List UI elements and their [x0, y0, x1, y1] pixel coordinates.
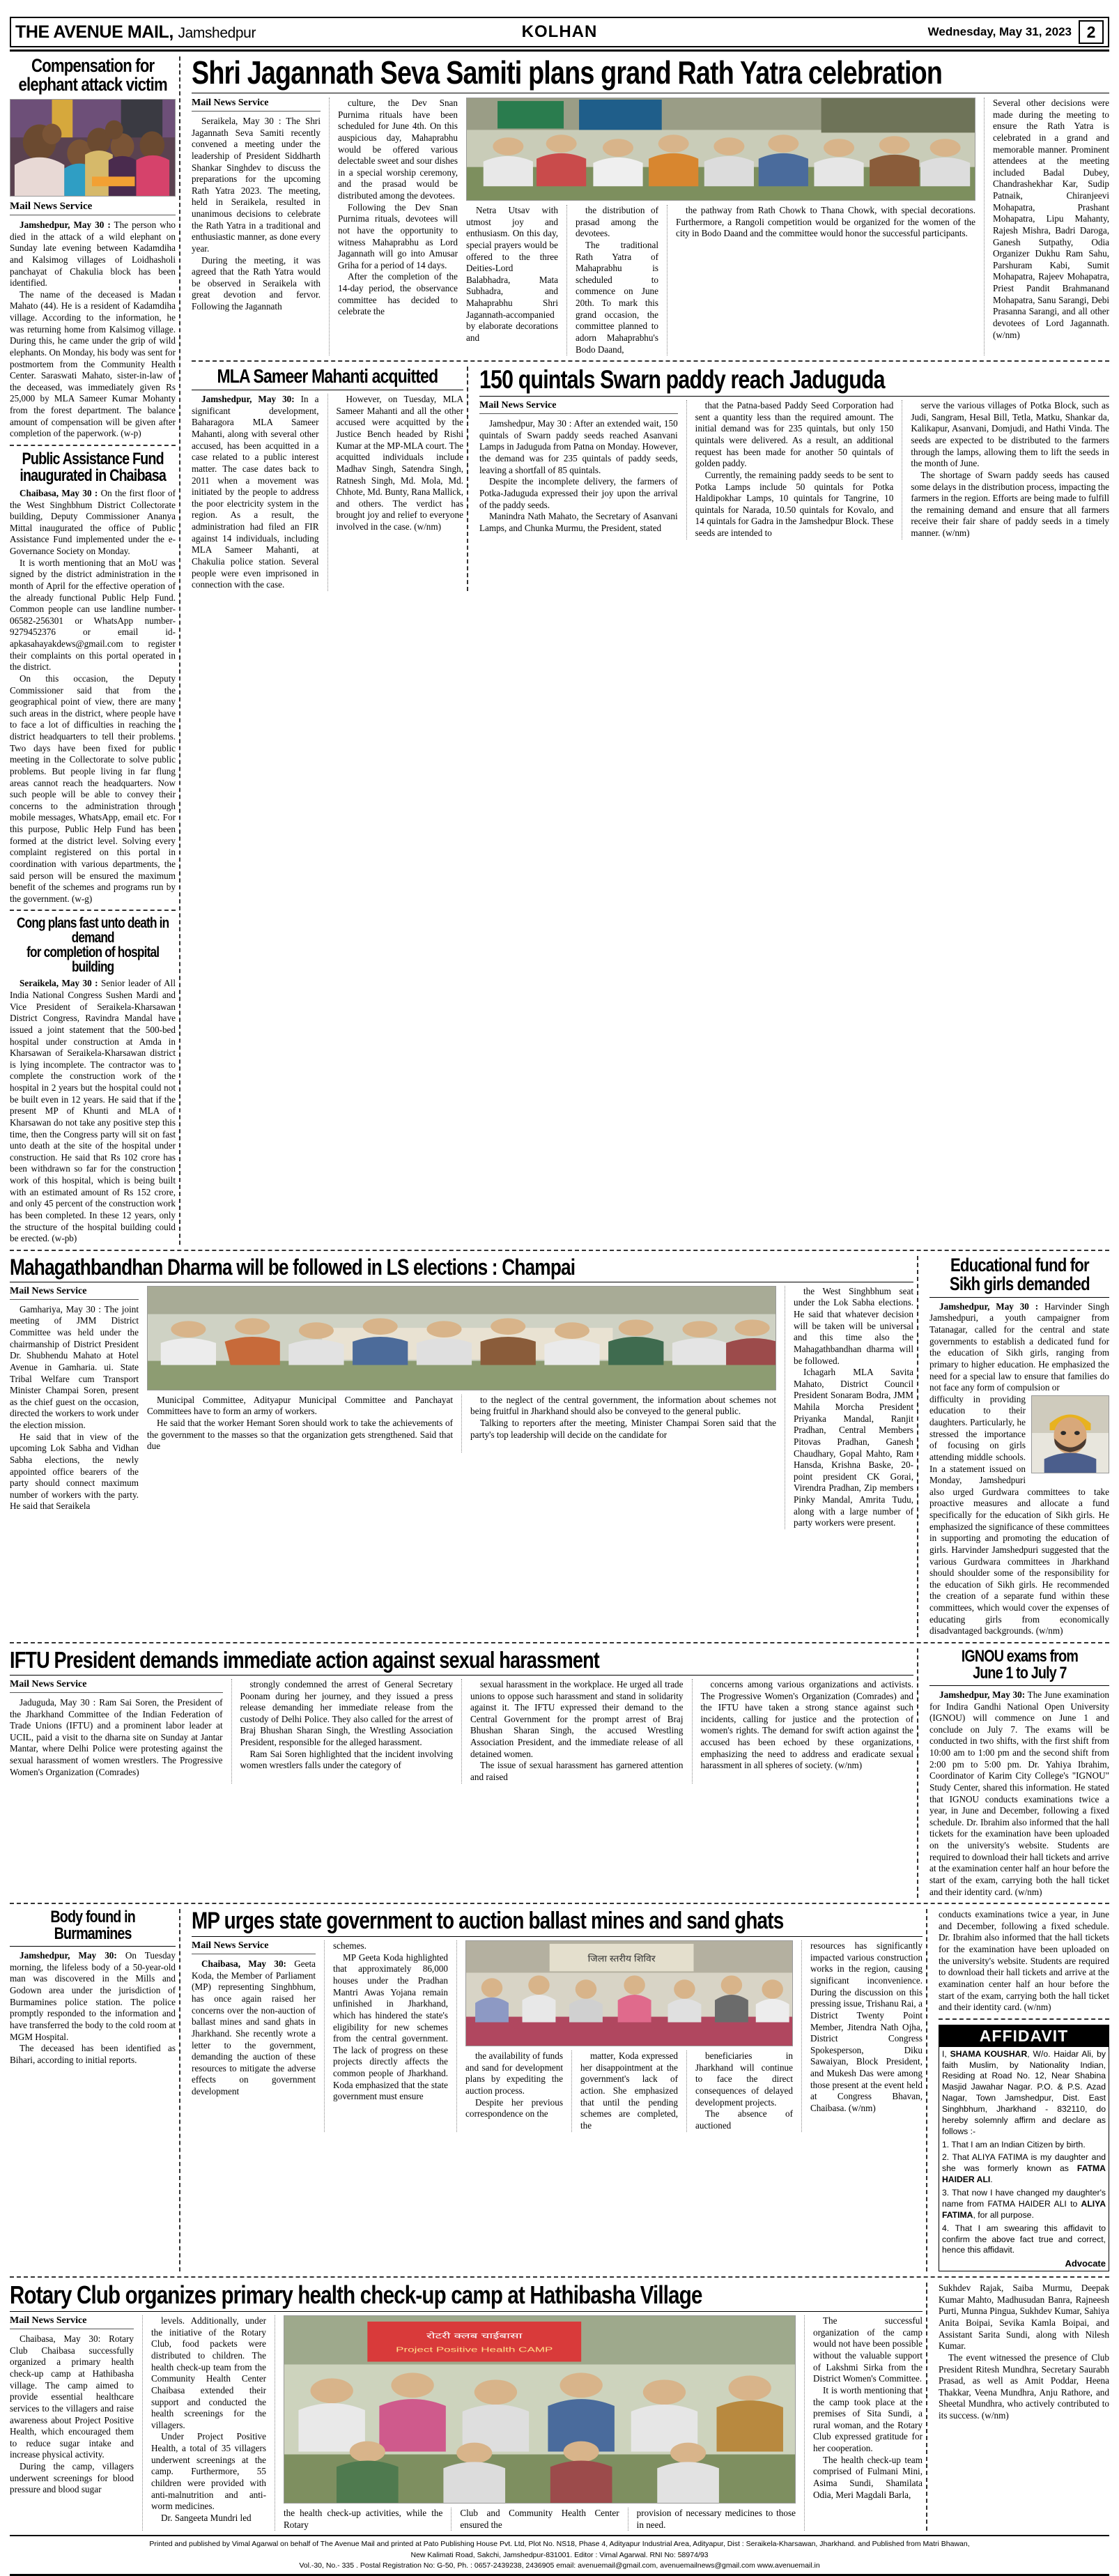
ballast-col-6 — [801, 1940, 923, 2131]
divider — [10, 445, 176, 446]
affidavit-point-4: 4. That I am swearing this affidavit to confirm the above fact true and correct, hence this affidavit. — [942, 2223, 1106, 2255]
rotary-photo-block — [275, 2315, 796, 2531]
rotary-col-4 — [451, 2508, 619, 2531]
rotary-byline: Mail News Service — [10, 2315, 134, 2329]
ignou-continued: conducts examinations twice a year, in June and December, following a fixed schedule. Dr. Ibrahim also informed that the hall tickets for the examination have been uploaded on the university's website. Students are required to download their hall tickets and arrive at the examination center half an hour before the start of the exam, carrying both the hall ticket and their identity card. (w/nm) — [939, 1909, 1109, 2013]
paddy-para-1b: Despite the incomplete delivery, the farmers of Potka-Jaduguda expressed their joy upon the arrival of the paddy seeds. — [479, 476, 678, 510]
iftu-body — [10, 1679, 913, 1784]
divider — [10, 1642, 1109, 1643]
iftu-article — [10, 1648, 913, 1898]
paddy-para-3: serve the various villages of Potka Block, such as Judi, Sangram, Hesal Bill, Tetla, Matku, Shankar da, Kalikapur, Asanvani, Domjudi, and Hathi Vinda. The seeds are expected to be distributed to the farmers through the lamps, allowing them to lift the seeds in the month of June. — [911, 400, 1110, 469]
rath-col-3 — [466, 205, 558, 355]
iftu-headline: IFTU President demands immediate action against sexual harassment — [10, 1646, 599, 1673]
maha-byline: Mail News Service — [10, 1286, 139, 1300]
rath-col-1 — [192, 98, 321, 355]
rath-body — [192, 98, 1109, 355]
affidavit-box — [939, 2025, 1109, 2271]
ignou-para-1: Jamshedpur, May 30: The June examination for Indira Gandhi National Open University (IGNOU) will commence on June 1 and conclude on July 7. The exams will be conducted in two shifts, with the first shift from 10:00 am to 1:00 pm and the second shift from 2:00 pm to 5:00 pm. Dr. Yahiya Ibrahim, Coordinator of Karim City College's "IGNOU" Study Center, shared this information. He stated that IGNOU conducts examinations twice a year, in June and December, following a fixed schedule. Dr. Ibrahim also informed that the hall tickets for the examination have been uploaded on the university's website. Students are required to download their hall tickets and arrive at the examination center half an hour before the start of the exam, carrying both the hall ticket and their identity card. (w/nm) — [929, 1689, 1110, 1897]
divider — [10, 910, 176, 911]
rotary-para-6b: It is worth mentioning that the camp took place at the premises of Sita Sundi, a rural woman, and the Rotary Club expressed gratitude for her cooperation. — [813, 2384, 923, 2454]
affidavit-point-1: 1. That I am an Indian Citizen by birth. — [942, 2139, 1086, 2149]
rath-para-1b: During the meeting, it was agreed that the Rath Yatra would be observed in Seraikela with great devotion and fervor. Following the Jagannath — [192, 254, 321, 312]
rotary-para-2b: Under Project Positive Health, a total of 35 villagers underwent screenings at the camp. Furthermore, 55 children were provided with anti-malnutrition and anti-worm medicines. — [151, 2431, 266, 2512]
public-fund-para-2: It is worth mentioning that an MoU was signed by the district administration in the month of April for the effective operation of the already functional Public Help Fund. Common people can use landline number- 06582-256301 or WhatsApp number- 9279452376 or email id-apkasahayakdews@gmail.com to register their complaints on this portal operated in the district. — [10, 557, 176, 673]
newspaper-page — [0, 17, 1119, 2570]
sikh-headline: Educational fund for Sikh girls demanded — [949, 1254, 1090, 1294]
rotary-para-7: Sukhdev Rajak, Saiba Murmu, Deepak Kumar Mahto, Madhusudan Banra, Rajneesh Purti, Munna Pingua, Sukhdev Kumar, Sahiya Anita Boipai, Sevika Kamla Boipai, and Assistant Sarita Sundi, along with Nilesh Kumar. — [939, 2283, 1109, 2352]
ballast-para-5: beneficiaries in Jharkhand will continue to face the direct consequences of delayed development projects. — [695, 2050, 793, 2108]
rath-byline: Mail News Service — [192, 98, 321, 112]
paddy-para-1c: Manindra Nath Mahato, the Secretary of Asanvani Lamps, and Chunka Murmu, the President, stated — [479, 511, 678, 533]
paddy-article — [479, 367, 1109, 591]
elephant-para-1-text: The person who died in the attack of a wild elephant on Sunday late evening between Kadamdiha and Kalsimog villages of Loidhasholi panchayat of Chakulia block has been identified. — [10, 220, 176, 289]
cong-headline: Cong plans fast unto death in demand for completion of hospital building — [16, 915, 169, 976]
rotary-para-2c: Dr. Sangeeta Mundri led — [161, 2512, 252, 2523]
maha-photo-block — [147, 1286, 776, 1529]
elephant-para-2: The name of the deceased is Madan Mahato (44). He is a resident of Kadamdiha village. According to the information, he was returning home from Kalsimog village. During this, he came under the grip of wild elephants. On Monday, his body was sent for postmortem from the Community Health Center. Saraswati Mahato, sister-in-law of the deceased, was immediately given Rs 25,000 by MLA Sameer Kumar Mohanty from the forest department. The balance amount of compensation will be given after completion of the paperwork. (w-p) — [10, 289, 176, 439]
rath-col-2 — [329, 98, 458, 355]
harvinder-singh-portrait — [1031, 1395, 1109, 1473]
mahagathbandhan-headline: Mahagathbandhan Dharma will be followed in LS elections : Champai — [10, 1254, 576, 1280]
footer-line-2: New Kalimati Road, Sakchi, Jamshedpur-831001. Editor : Vimal Agarwal. RNI No: 58974/93 — [410, 2550, 709, 2559]
paddy-para-3b: The shortage of Swarn paddy seeds has caused some delays in the distribution process, impacting the farmers in the region. Efforts are being made to fulfill the remaining demand and ensure that all farmers receive their fair share of paddy seeds in a timely manner. (w/nm) — [911, 469, 1110, 538]
jmm-meeting-photo — [147, 1286, 776, 1390]
rotary-lower-columns — [284, 2508, 796, 2531]
maha-lower-columns — [147, 1395, 776, 1452]
rath-para-6: Several other decisions were made during the meeting to ensure the Rath Yatra is celebrated in a grand and memorable manner. Prominent attendees at the meeting included Badal Dubey, Chandrashekhar Kar, Sudip Patnaik, Chiranjeevi Mohapatra, Prashant Mohapatra, Lipu Mahanty, Rajesh Mishra, Badri Daroga, Ganesh Sutpathy, Odia Organizer Dukhu Ram Sahu, Parshuram Kabi, Sumit Mohapatra, Rajeev Mohapatra, Priest Pandit Brahmanand Mohapatra, Sanu Sarangi, Debi Prasanna Sarangi, and all other devotees of Lord Jagannath. (w/nm) — [993, 98, 1109, 340]
divider — [10, 1903, 1109, 1904]
masthead-date: Wednesday, May 31, 2023 — [927, 25, 1072, 38]
maha-col-1 — [10, 1286, 139, 1529]
iftu-col-1 — [10, 1679, 223, 1784]
iftu-para-3: sexual harassment in the workplace. He urged all trade unions to oppose such harassment and stand in solidarity against it. The IFTU expressed their demand to the Central Government for the prompt arrest of Braj Bhushan Sharan Singh, the accused Wrestling Association President, and the immediate release of all detained women. — [470, 1678, 684, 1759]
top-section — [10, 56, 1109, 1245]
rotary-para-3: the health check-up activities, while the Rotary — [284, 2508, 443, 2530]
rath-photo-and-text — [466, 98, 975, 355]
burmamines-para-1: Jamshedpur, May 30: On Tuesday morning, the lifeless body of a 50-year-old man was discovered in the Mills and Godown area under the jurisdiction of Burmamines police station. The police promptly responded to the information and have transferred the body to the cold room at MGM Hospital. — [10, 1950, 176, 2042]
elephant-para-1: Jamshedpur, May 30 : The person who died in the attack of a wild elephant on Sunday late evening between Kadamdiha and Kalsimog villages of Loidhasholi panchayat of Chakulia block has been identified. — [10, 220, 176, 289]
maha-col-3 — [461, 1395, 776, 1452]
iftu-para-2b: Ram Sai Soren highlighted that the incident involving women wrestlers falls under the category of — [240, 1748, 453, 1771]
burmamines-headline: Body found in Burmamines — [50, 1908, 135, 1944]
rath-para-1: Seraikela, May 30 : The Shri Jagannath Seva Samiti recently convened a meeting under the leadership of President Siddharth Shankar Singhdev to discuss the preparations for the upcoming Rath Yatra 2023. The meeting, held in Seraikela, resulted in unanimous decisions to celebrate the Rath Yatra in a traditional and enthusiastic manner, as done every year. — [192, 116, 321, 254]
rath-para-2b: Following the Dev Snan Purnima rituals, devotees will not have the opportunity to witness Mahaprabhu as Lord Jagannath will go into Amusar Griha for a period of 14 days. — [338, 201, 458, 270]
ballast-col-3 — [465, 2050, 563, 2131]
paddy-col-2 — [686, 400, 894, 539]
column-divider — [926, 1909, 935, 2271]
column-divider — [926, 2283, 935, 2531]
elephant-compensation-photo — [10, 99, 176, 197]
affidavit-advocate-label: Advocate — [1065, 2258, 1106, 2269]
rotary-col-5 — [628, 2508, 796, 2531]
rath-col-5 — [667, 205, 975, 355]
maha-para-3: to the neglect of the central government, the information about schemes not being fruitful in Jharkhand should also be conveyed to the general public. — [470, 1394, 776, 1417]
iftu-col-2 — [231, 1679, 454, 1784]
rath-para-4: the distribution of prasad among the devotees. — [576, 205, 658, 239]
affidavit-intro: I, SHAMA KOUSHAR, W/o. Haidar Ali, by faith Muslim, by Nationality Indian, Residing at Road No. 12, Near Shabina Masjid Jawahar Nagar. P.O. & P.S. Azad Nagar, Town Jamshedpur, Dist. East Singhbhum, Jharkhand - 832110, do hereby solemnly affirm and declare as follows :- — [942, 2048, 1106, 2136]
rotary-col-1 — [10, 2315, 134, 2531]
rotary-para-4: Club and Community Health Center ensured the — [460, 2508, 619, 2530]
maha-para-3b: Talking to reporters after the meeting, Minister Champai Soren said that the party's top leadership will decide on the candidate for — [470, 1418, 776, 1440]
ballast-para-4: matter, Koda expressed her disappointment at the government's lack of action. She emphasized that until the pending schemes are completed, the — [580, 2050, 678, 2131]
rotary-body — [10, 2315, 923, 2531]
ballast-lower-columns — [465, 2050, 793, 2131]
rath-col-6 — [984, 98, 1109, 355]
affidavit-deponent-name: SHAMA KOUSHAR — [950, 2048, 1028, 2059]
divider — [192, 1936, 923, 1937]
iftu-byline: Mail News Service — [10, 1679, 223, 1693]
masthead — [10, 17, 1109, 47]
public-fund-para-1: Chaibasa, May 30 : On the first floor of the West Singhbhum District Collectorate building, Deputy Commissioner Ananya Mittal inaugurated the office of Public Assistance Fund implemented under the e-Governance Society on Monday. — [10, 487, 176, 556]
rath-para-3: Netra Utsav with utmost joy and enthusiasm. On this day, special prayers would be offered to the three Deities-Lord Balabhadra, Mata Subhadra, and Mahaprabhu Shri Jagannath-accompanied by elaborate decorations and — [466, 205, 558, 343]
maha-para-1: Gamhariya, May 30 : The joint meeting of JMM District Committee was held under the chairmanship of District President Dr. Shubhendu Mahato at Hotel Avenue in Gamharia. ui. State Tribal Welfare cum Transport Minister Champai Soren, present as the chief guest on the occasion, directed the workers to work under the election mission. — [10, 1303, 139, 1430]
mla-article — [192, 367, 463, 591]
rath-headline: Shri Jagannath Seva Samiti plans grand Rath Yatra celebration — [192, 54, 943, 91]
ballast-para-6: resources has significantly impacted various construction works in the region, causing significant inconvenience. During the discussion on this pressing issue, Trishanu Rai, a District Twenty Point Member, Jitendra Nath Ojha, District Congress Spokesperson, Diku Sawaiyan, Block President, and Mukesh Das were among those present at the event held at Congress Bhavan, Chaibasa. (w/nm) — [810, 1940, 923, 2113]
burmamines-para-2: The deceased has been identified as Bihari, according to initial reports. — [10, 2043, 176, 2065]
rotary-para-6: The successful organization of the camp would not have been possible without the valuable support of Lakshmi Sirka from the District Women's Committee. — [813, 2315, 923, 2384]
column-divider — [917, 1648, 926, 1898]
iftu-col-4 — [692, 1679, 914, 1784]
paddy-byline: Mail News Service — [479, 400, 678, 414]
sikh-para-rest: difficulty in providing education to their daughters. Particularly, he stressed the importance of focusing on girls attending middle schools. In a statement issued on Monday, Jamshedpuri also urged Gurdwara committees to take proactive measures and allocate a fund specifically for the education of Sikh girls. He emphasized the significance of these committees in supporting and promoting the education of girls. Harvinder Jamshedpuri suggested that the various Gurdwara committees in Jharkhand should shoulder some of the responsibility for the education of Sikh girls. He recommended the creation of a separate fund within these committees, which would cover the expenses of educating girls from economically disadvantaged backgrounds. (w/nm) — [929, 1393, 1109, 1636]
column-divider — [179, 1909, 188, 2271]
rath-lower-columns — [466, 205, 975, 355]
mp-ballast-article — [192, 1909, 923, 2271]
public-fund-para-3: On this occasion, the Deputy Commissioner said that from the geographical point of view, there are many such areas in the district, where people have to face a lot of difficulties in reaching the district headquarters to tell their problems. Two days have been fixed for public meeting in the Collectorate to solve public problems. But people living in far flung areas cannot reach the headquarters. Now such people will be able to convey their concerns to the administration through mobile messages, WhatsApp, email etc. For this purpose, Public Help Fund has been formed at the district level. Solving every complaint registered on this portal in coordination with various departments, the said person will be ensured the maximum benefit of the schemes and programs run by the government. (w-g) — [10, 673, 176, 904]
column-divider — [179, 56, 188, 1245]
maha-col-2 — [147, 1395, 453, 1452]
paddy-para-2b: Currently, the remaining paddy seeds to be sent to Potka Lamps include 50 quintals for Potka Haldipokhar Lamps, 10 quintals for Tangrine, 10 quintals for Narada, 10.50 quintals for Kovalo, and 14 quintals for Gadra in the Jamshedpur Block. These seeds are intended to — [695, 469, 894, 538]
mahagathbandhan-body — [10, 1286, 913, 1529]
ballast-col-5 — [686, 2050, 793, 2131]
ignou-headline: IGNOU exams from June 1 to July 7 — [961, 1646, 1078, 1682]
paddy-col-3 — [902, 400, 1109, 539]
mla-paddy-row — [192, 367, 1109, 591]
body-burmamines-article — [10, 1909, 176, 2271]
ballast-para-5b: The absence of auctioned — [695, 2108, 793, 2131]
iftu-para-3b: The issue of sexual harassment has garnered attention and raised — [470, 1760, 684, 1782]
divider — [192, 360, 1109, 362]
ballast-col-4 — [571, 2050, 678, 2131]
masthead-paper-name: THE AVENUE MAIL, — [15, 22, 173, 42]
maha-para-4: the West Singhbhum seat under the Lok Sabha elections. He said that whatever decision will be taken will be universal and this time also the Mahagathbandhan dharma will be followed. — [794, 1285, 913, 1366]
svg-text:जिला स्तरीय शिविर: जिला स्तरीय शिविर — [587, 1954, 656, 1964]
rotary-col-6 — [804, 2315, 923, 2531]
iftu-para-2: strongly condemned the arrest of General Secretary Poonam during her journey, and they issued a press release demanding her immediate release from the custody of Delhi Police. They also called for the arrest of Braj Bhushan Sharan Singh, the Wrestling Association President, responsible for the alleged harassment. — [240, 1678, 453, 1747]
maha-para-2: Municipal Committee, Adityapur Municipal Committee and Panchayat Committees have to form an army of workers. — [147, 1394, 453, 1417]
mla-col-1 — [192, 394, 319, 591]
rotary-para-2: levels. Additionally, under the initiative of the Rotary Club, food packets were distributed to children. The health check-up team from the Community Health Center Chaibasa extended their support and conducted the health screenings for the villagers. — [151, 2315, 266, 2430]
rotary-para-1: Chaibasa, May 30: Rotary Club Chaibasa successfully organized a primary health check-up camp at Hathibasha village. The camp aimed to provide essential healthcare services to the villagers and raise awareness about Project Positive Health, which encouraged them to reduce sugar intake and increase physical activity. — [10, 2333, 134, 2460]
iftu-col-3 — [461, 1679, 684, 1784]
page-footer — [10, 2535, 1109, 2571]
sikh-article — [929, 1256, 1109, 1637]
affidavit-point-2: 2. That ALIYA FATIMA is my daughter and she was formerly known as FATMA HAIDER ALI. — [942, 2152, 1106, 2185]
rath-para-4b: The traditional Rath Yatra of Mahaprabhu is scheduled to commence on June 20th. To mark this grand occasion, the committee planned to adorn Mahaprabhu's Bodo Daand, — [576, 239, 658, 355]
mla-headline: MLA Sameer Mahanti acquitted — [217, 365, 438, 388]
maha-col-4 — [785, 1286, 913, 1529]
geeta-koda-event-photo — [465, 1940, 793, 2046]
rath-para-2: culture, the Dev Snan Purnima rituals have been scheduled for June 4th. On this auspicious day, Mahaprabhu would be offered various delectable sweet and sour dishes in a special worship ceremony, and the prasad would be distributed among the devotees. — [338, 98, 458, 201]
column-divider — [917, 1256, 926, 1637]
maha-para-2b: He said that the worker Hemant Soren should work to take the achievements of the government to the masses so that the organization gets strengthened. Said that due — [147, 1418, 453, 1452]
rotary-para-5: provision of necessary medicines to those in need. — [636, 2508, 796, 2530]
affidavit-point-3: 3. That now I have changed my daughter's name from FATMA HAIDER ALI to ALIYA FATIMA, for all purpose. — [942, 2188, 1106, 2220]
ballast-para-2b: MP Geeta Koda highlighted that approximately 86,000 houses under the Pradhan Mantri Awas Yojana remain unfinished in Jharkhand, which has hindered the state's eligibility for new schemes from the central government. The lack of progress on these projects directly affects the common people of Jharkhand. Koda emphasized that the state government must ensure — [333, 1952, 448, 2102]
ballast-para-3: the availability of funds and sand for development plans by expediting the auction process. — [465, 2050, 563, 2096]
ballast-para-1: Chaibasa, May 30: Geeta Koda, the Member of Parliament (MP) representing Singhbhum, has once again raised her concerns over the non-auction of ballast mines and sand ghats in Jharkhand. She recently wrote a letter to the government, demanding the auction of these resources to mitigate the adverse effects on government development — [192, 1958, 316, 2096]
paddy-para-2: that the Patna-based Paddy Seed Corporation had sent a quantity less than the required amount. The initial demand was for 235 quintals, but only 150 quintals were delivered. As a result, an additional request has been made for another 50 quintals of golden paddy. — [695, 400, 894, 469]
divider — [929, 1297, 1109, 1298]
maha-para-4b: Ichagarh MLA Savita Mahato, District Council President Sonaram Bodra, JMM Mahila Morcha President Priyanka Mandal, Ranjit Pradhan, Central Members Pitovas Pradhan, Ganesh Chaudhary, Gopal Mahto, Ram Hansda, Krishna Baske, 20-point president CK Gorai, Virendra Pradhan, Zip members Pinky Mandal, Amrita Tudu, along with a large number of party workers were present. — [794, 1367, 913, 1528]
rotary-para-1b: During the camp, villagers underwent screenings for blood pressure and blood sugar — [10, 2461, 134, 2495]
rotary-health-camp-photo — [284, 2315, 796, 2504]
paddy-body — [479, 400, 1109, 539]
iftu-section — [10, 1648, 1109, 1898]
ballast-headline: MP urges state government to auction ballast mines and sand ghats — [192, 1908, 784, 1935]
main-column — [192, 56, 1109, 1245]
iftu-para-1: Jaduguda, May 30 : Ram Sai Soren, the President of the Jharkhand Committee of the Indian Federation of Trade Unions (IFTU) and a prominent labor leader at UCIL, paid a visit to the dharna site on Sunday at Jantar Mantar, where Delhi Police were protesting against the sexual harassment of women wrestlers. The Progressive Women's Organization (Comrades) — [10, 1696, 223, 1777]
ballast-byline: Mail News Service — [192, 1940, 316, 1954]
divider — [10, 1250, 1109, 1251]
footer-line-3: Vol.-30, No.- 335 . Postal Registration No: G-50, Ph. : 0657-2439238, 2436905 email: avenuemail@gmail.com, avenuemailnews@gmail.com www.avenuemail.in — [299, 2561, 820, 2570]
rotary-col-3 — [284, 2508, 442, 2531]
rotary-article — [10, 2280, 923, 2531]
rotary-col-7-and-affidavit — [939, 2283, 1109, 2531]
divider — [10, 2276, 1109, 2278]
rath-yatra-meeting-photo — [466, 98, 975, 201]
paddy-headline: 150 quintals Swarn paddy reach Jaduguda — [479, 365, 885, 394]
sikh-portrait-wrap — [1031, 1395, 1109, 1473]
divider — [10, 2311, 923, 2312]
elephant-byline: Mail News Service — [10, 201, 176, 215]
divider — [939, 2018, 1109, 2020]
divider — [10, 1946, 176, 1947]
mla-para-2: However, on Tuesday, MLA Sameer Mahanti and all the other accused were acquitted by the Justice Bench headed by Rishi Kumar at the MP-MLA court. The acquitted individuals include Madhav Singh, Satendra Singh, Ratnesh Singh, Md. Mola, Md. Chhote, Md. Bunty, Rana Mallick, and others. The verdict has brought joy and relief to everyone involved in the case. (w/nm) — [336, 394, 463, 532]
masthead-city: Jamshedpur — [178, 24, 256, 41]
rotary-section — [10, 2280, 1109, 2531]
rotary-para-7b: The event witnessed the presence of Club President Ritesh Mundhra, Secretary Saurabh Prasad, as well as Amit Poddar, Heena Thakkar, Veena Mundhra, Anju Rathore, and Sheetal Mundhra, who actively contributed to its success. (w/nm) — [939, 2352, 1109, 2421]
ballast-para-2: schemes. — [333, 1940, 366, 1952]
ballast-para-3b: Despite her previous correspondence on the — [465, 2096, 563, 2119]
mla-body — [192, 394, 463, 591]
rath-col-4 — [566, 205, 658, 355]
footer-line-1: Printed and published by Vimal Agarwal on behalf of The Avenue Mail and printed at Pato Publishing House Pvt. Ltd, Plot No. NS18, Phase 4, Adityapur Industrial Area, Adityapur, Dist : Seraikela-Kharsawan, Jharkhand. and Published from Matri Bhawan, — [149, 2540, 970, 2549]
public-fund-headline: Public Assistance Fund inaugurated in Chaibasa — [20, 449, 166, 485]
rotary-headline: Rotary Club organizes primary health check-up camp at Hathibasha Village — [10, 2280, 702, 2310]
divider — [10, 1675, 913, 1676]
svg-text:रोटरी क्लब चाईबासा: रोटरी क्लब चाईबासा — [426, 2331, 523, 2340]
divider — [479, 396, 1109, 397]
mla-para-1: Jamshedpur, May 30: In a significant development, Baharagora MLA Sameer Mahanti, along with several other accused, has been acquitted in a case related to a public interest matter. The case dates back to 2011 when a movement was initiated by the people to address the poor electricity system in the region. As a result, the administration had filed an FIR against 14 individuals, including MLA Sameer Mahanti, at Chakulia police station. Several people were even imprisoned in connection with the case. — [192, 394, 319, 590]
ballast-section — [10, 1909, 1109, 2271]
sikh-para-1-lead: Jamshedpur, May 30 : Harvinder Singh Jamshedpuri, a youth campaigner from Tatanagar, called for the central and state governments to establish a dedicated fund for the education of Sikh girls, ranging from primary to higher education. He emphasized the need for a special law to ensure that families do not face any form of compulsion or — [929, 1301, 1109, 1393]
page-number: 2 — [1079, 20, 1104, 44]
ballast-photo-block — [456, 1940, 793, 2131]
mla-col-2 — [327, 394, 464, 591]
ballast-col-1 — [192, 1940, 316, 2131]
ballast-body — [192, 1940, 923, 2131]
rath-para-5: the pathway from Rath Chowk to Thana Chowk, with special decorations. Furthermore, a Rangoli competition would be organized for the women of the city in Bodo Daand and the committee would honor the successful participants. — [676, 205, 975, 239]
rotary-col-2 — [142, 2315, 266, 2531]
mahagathbandhan-article — [10, 1256, 913, 1637]
left-column — [10, 56, 176, 1245]
column-divider — [467, 367, 476, 591]
paddy-col-1 — [479, 400, 678, 539]
divider — [929, 1685, 1109, 1686]
rath-para-2c: After the completion of the 14-day period, the observance committee has decided to celebrate the — [338, 271, 458, 317]
paddy-para-1: Jamshedpur, May 30 : After an extended wait, 150 quintals of Swarn paddy seeds reached Asanvani Lamps in Jaduguda from Patna on Monday. However, the demand was for 235 quintals of paddy seeds, leaving a shortfall of 85 quintals. — [479, 418, 678, 475]
affidavit-column — [939, 1909, 1109, 2271]
elephant-headline: Compensation for elephant attack victim — [18, 55, 167, 95]
masthead-section: KOLHAN — [521, 22, 598, 41]
masthead-right — [928, 20, 1104, 44]
maha-para-1b: He said that in view of the upcoming Lok Sabha and Vidhan Sabha elections, the newly appointed office bearers of the party should connect maximum number of workers with the party. He said that Seraikela — [10, 1431, 139, 1512]
affidavit-title: AFFIDAVIT — [939, 2025, 1109, 2047]
mahagathbandhan-section — [10, 1256, 1109, 1637]
rotary-para-6c: The health check-up team comprised of Fulmani Mini, Asima Sundi, Shamilata Odia, Meri Magdali Barla, — [813, 2454, 923, 2500]
ignou-article — [929, 1648, 1109, 1898]
cong-para-1: Seraikela, May 30 : Senior leader of All India National Congress Sushen Mardi and Vice President of Seraikela-Kharsawan District Congress, Ravindra Mandal have issued a joint statement that the 500-bed hospital under construction at Amda in Kharsawan of Seraikela-Kharsawan district is lying incomplete. The contractor was to complete the construction work of the hospital in 2 years but the hospital could not be built even in 12 years. He said that if the present MP of Khunti and MLA of Kharsawan do not take any positive step this time, then the Congress party will sit on fast unto death at the site of the hospital under construction. He said that Rs 102 crore has been withdrawn so far for the construction work of this hospital, which is being built with an estimated amount of Rs 152 crore, and only 45 percent of the construction work has been completed. In these 12 years, only the structure of the hospital building could be erected. (w-pb) — [10, 978, 176, 1244]
svg-text:Project Positive Health CAMP: Project Positive Health CAMP — [396, 2345, 553, 2354]
masthead-rule — [10, 49, 1109, 52]
iftu-para-4: concerns among various organizations and activists. The Progressive Women's Organization (Comrades) and the IFTU have taken a strong stance against such incidents, calling for justice and the protection of women's rights. The demand for swift action against the accused has been echoed by these organizations, emphasizing the need to address and eradicate sexual harassment in all spheres of society. (w/nm) — [700, 1678, 913, 1771]
ballast-col-2 — [324, 1940, 448, 2131]
